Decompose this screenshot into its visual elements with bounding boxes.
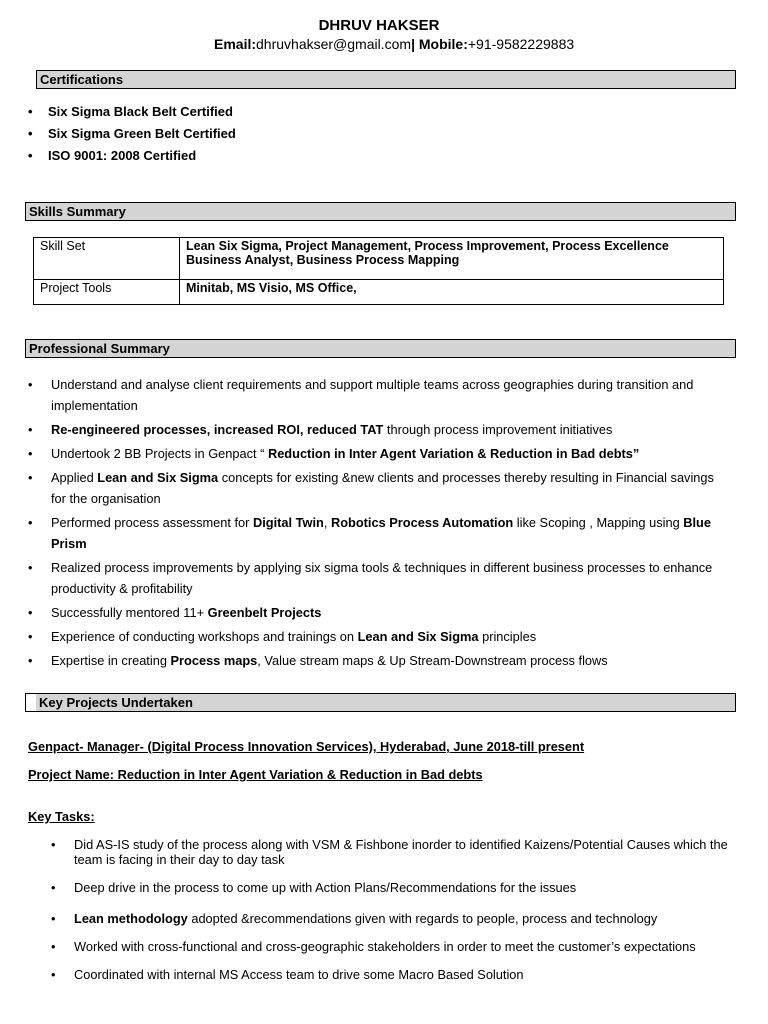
role-line: Genpact- Manager- (Digital Process Innovation Services), Hyderabad, June 2018-till present	[28, 739, 585, 754]
project-name-line: Project Name: Reduction in Inter Agent Variation & Reduction in Bad debts	[28, 767, 483, 782]
text-segment: , Value stream maps & Up Stream-Downstream process flows	[257, 653, 608, 668]
text-segment: Deep drive in the process to come up with Action Plans/Recommendations for the issues	[74, 880, 577, 895]
skill-key: Project Tools	[34, 280, 180, 305]
text-segment: Realized process improvements by applying six sigma tools & techniques in different business processes to enhance productivity & profitability	[51, 560, 713, 596]
bullet-icon: •	[28, 605, 33, 620]
certification-text: Six Sigma Black Belt Certified	[48, 104, 233, 119]
bullet-icon: •	[28, 470, 33, 485]
bullet-icon: •	[28, 653, 33, 668]
bullet-icon: •	[28, 629, 33, 644]
projects-heading	[25, 693, 736, 712]
text-segment: Expertise in creating	[51, 653, 171, 668]
text-segment: adopted &recommendations given with regards to people, process and technology	[187, 911, 658, 926]
bullet-icon: •	[28, 148, 33, 163]
text-segment: concepts for existing &new clients and processes thereby resulting in Financial savings for the organisation	[51, 470, 714, 506]
list-item	[28, 419, 728, 440]
list-item	[51, 939, 731, 954]
mobile-label: Mobile:	[418, 36, 468, 52]
text-segment: principles	[478, 629, 537, 644]
text-segment: Robotics Process Automation	[330, 515, 514, 530]
list-item	[28, 467, 728, 509]
list-item	[28, 443, 728, 464]
bullet-icon: •	[28, 377, 33, 392]
text-segment: Undertook 2 BB Projects in Genpact “	[51, 446, 268, 461]
text-segment: Lean and Six Sigma	[97, 470, 219, 485]
text-segment: Blue Prism	[51, 515, 711, 551]
text-segment: Performed process assessment for	[51, 515, 253, 530]
heading-gap	[26, 694, 36, 711]
skill-value: Minitab, MS Visio, MS Office,	[180, 280, 724, 305]
bullet-icon: •	[51, 911, 56, 926]
text-segment: ,	[323, 515, 331, 530]
certifications-title: Certifications	[40, 72, 124, 87]
certifications-list	[28, 103, 236, 169]
skills-heading	[25, 202, 736, 221]
text-segment: Coordinated with internal MS Access team to drive some Macro Based Solution	[74, 967, 524, 982]
skill-value: Lean Six Sigma, Project Management, Process Improvement, Process Excellence Business Analyst, Business Process Mapping	[180, 238, 724, 280]
text-segment: Process maps	[170, 653, 258, 668]
list-item	[28, 602, 728, 623]
text-segment: Applied	[51, 470, 98, 485]
list-item	[28, 512, 728, 554]
text-segment: Reduction in Inter Agent Variation & Reduction in Bad debts”	[267, 446, 640, 461]
text-segment: Worked with cross-functional and cross-geographic stakeholders in order to meet the customer’s expectations	[74, 939, 696, 954]
table-row	[34, 238, 724, 280]
bullet-icon: •	[51, 967, 56, 982]
list-item	[51, 967, 731, 982]
mobile-value: +91-9582229883	[467, 36, 575, 52]
list-item	[28, 374, 728, 416]
list-item	[28, 626, 728, 647]
text-segment: Understand and analyse client requirements and support multiple teams across geographies during transition and implementation	[51, 377, 694, 413]
professional-heading	[25, 339, 736, 358]
candidate-name: DHRUV HAKSER	[318, 17, 440, 34]
bullet-icon: •	[51, 837, 56, 852]
skills-title: Skills Summary	[29, 204, 126, 219]
contact-separator: |	[411, 36, 419, 52]
list-item	[28, 103, 236, 125]
text-segment: Digital Twin	[252, 515, 324, 530]
text-segment: Re-engineered processes, increased ROI, reduced TAT	[51, 422, 384, 437]
bullet-icon: •	[28, 104, 33, 119]
key-tasks-list	[51, 837, 731, 982]
text-segment: Did AS-IS study of the process along with VSM & Fishbone inorder to identified Kaizens/Potential Causes which the team is facing in their day to day task	[74, 837, 728, 867]
list-item	[51, 911, 731, 926]
certification-text: Six Sigma Green Belt Certified	[48, 126, 236, 141]
list-item	[51, 837, 731, 867]
projects-title: Key Projects Undertaken	[39, 695, 193, 710]
bullet-icon: •	[28, 515, 33, 530]
text-segment: Greenbelt Projects	[207, 605, 322, 620]
bullet-icon: •	[28, 446, 33, 461]
list-item	[28, 557, 728, 599]
bullet-icon: •	[28, 560, 33, 575]
bullet-icon: •	[51, 939, 56, 954]
bullet-icon: •	[51, 880, 56, 895]
text-segment: like Scoping , Mapping using	[513, 515, 684, 530]
list-item	[28, 147, 236, 169]
text-segment: Lean methodology	[74, 911, 188, 926]
list-item	[28, 650, 728, 671]
bullet-icon: •	[28, 422, 33, 437]
key-tasks-label: Key Tasks:	[28, 809, 95, 824]
table-row	[34, 280, 724, 305]
list-item	[28, 125, 236, 147]
certification-text: ISO 9001: 2008 Certified	[48, 148, 197, 163]
text-segment: through process improvement initiatives	[383, 422, 613, 437]
text-segment: Successfully mentored 11+	[51, 605, 208, 620]
text-segment: Experience of conducting workshops and trainings on	[51, 629, 358, 644]
certifications-heading	[36, 70, 736, 89]
email-value: dhruvhakser@gmail.com	[256, 36, 412, 52]
bullet-icon: •	[28, 126, 33, 141]
text-segment: Lean and Six Sigma	[357, 629, 479, 644]
skill-key: Skill Set	[34, 238, 180, 280]
skills-table	[33, 237, 724, 305]
professional-list	[28, 374, 728, 674]
professional-title: Professional Summary	[29, 341, 170, 356]
email-label: Email:	[214, 36, 257, 52]
contact-line	[214, 36, 574, 52]
list-item	[51, 880, 731, 895]
